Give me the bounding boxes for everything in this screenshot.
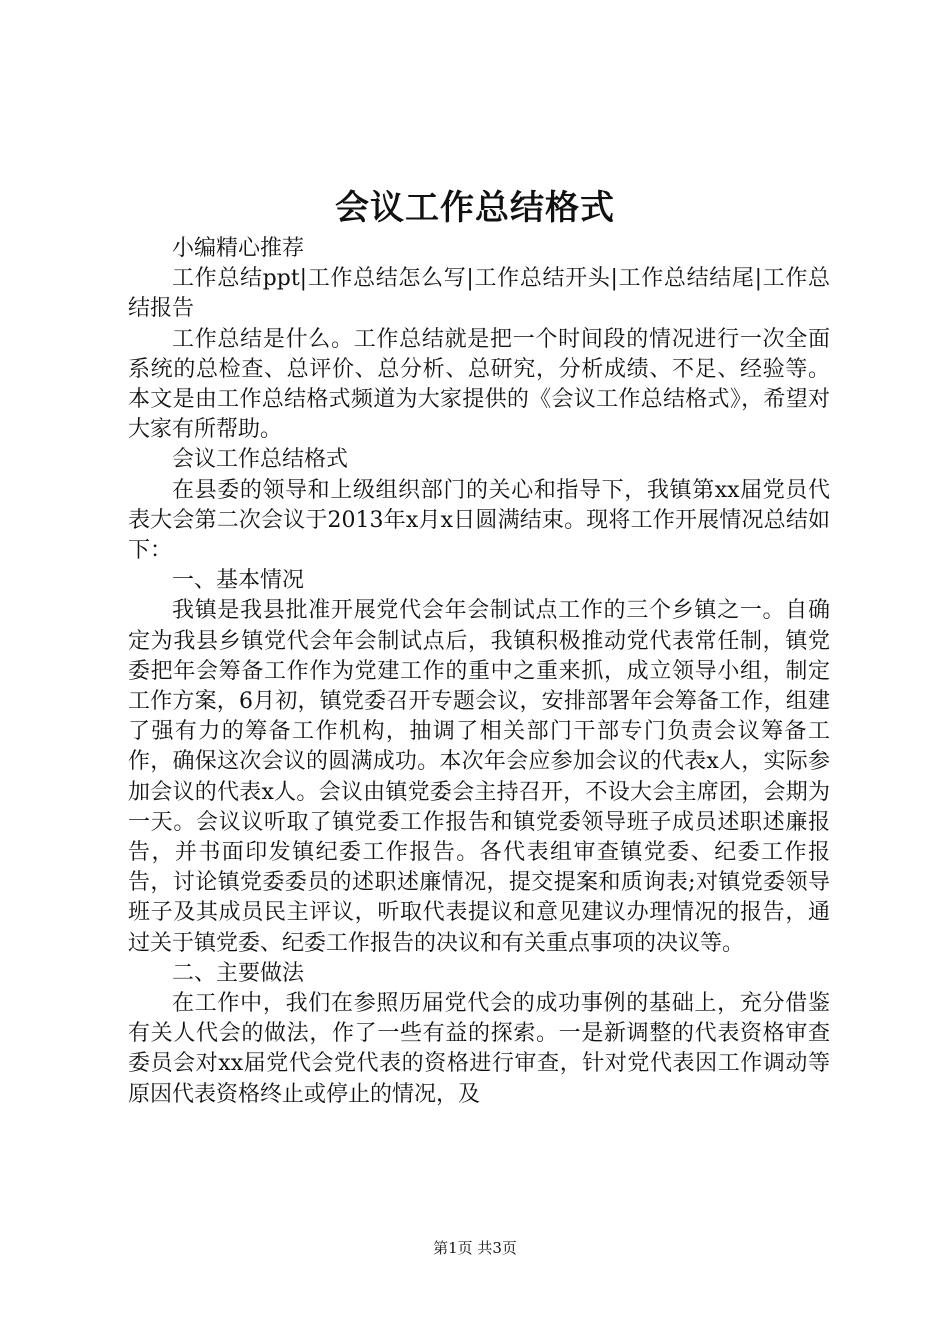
body-paragraph: 我镇是我县批准开展党代会年会制试点工作的三个乡镇之一。自确定为我县乡镇党代会年会制试点后，我镇积极推动党代表常任制，镇党委把年会筹备工作作为党建工作的重中之重来抓，成立领导小组，制定工作方案，6月初，镇党委召开专题会议，安排部署年会筹备工作，组建了强有力的筹备工作机构，抽调了相关部门干部专门负责会议筹备工作，确保这次会议的圆满成功。本次年会应参加会议的代表x人，实际参加会议的代表x人。会议由镇党委会主持召开，不设大会主席团，会期为一天。会议议听取了镇党委工作报告和镇党委领导班子成员述职述廉报告，并书面印发镇纪委工作报告。各代表组审查镇党委、纪委工作报告，讨论镇党委委员的述职述廉情况，提交提案和质询表;对镇党委领导班子及其成员民主评议，听取代表提议和意见建议办理情况的报告，通过关于镇党委、纪委工作报告的决议和有关重点事项的决议等。 <box>128 598 830 956</box>
body-paragraph: 小编精心推荐 <box>172 236 305 261</box>
body-paragraph: 工作总结ppt|工作总结怎么写|工作总结开头|工作总结结尾|工作总结报告 <box>128 266 830 322</box>
section-heading: 二、主要做法 <box>172 960 305 986</box>
document-title: 会议工作总结格式 <box>335 188 615 228</box>
section-subtitle: 会议工作总结格式 <box>172 447 349 473</box>
page-footer: 第1页 共3页 <box>433 1239 517 1257</box>
document-body <box>128 234 830 1110</box>
body-paragraph: 在县委的领导和上级组织部门的关心和指导下，我镇第xx届党员代表大会第二次会议于2013年x月x日圆满结束。现将工作开展情况总结如下： <box>128 477 830 564</box>
body-paragraph: 在工作中，我们在参照历届党代会的成功事例的基础上，充分借鉴有关人代会的做法，作了一些有益的探索。一是新调整的代表资格审查委员会对xx届党代会党代表的资格进行审查，针对党代表因工作调动等原因代表资格终止或停止的情况，及 <box>128 991 830 1107</box>
section-heading: 一、基本情况 <box>172 568 305 594</box>
body-paragraph: 工作总结是什么。工作总结就是把一个时间段的情况进行一次全面系统的总检查、总评价、总分析、总研究，分析成绩、不足、经验等。本文是由工作总结格式频道为大家提供的《会议工作总结格式》，希望对大家有所帮助。 <box>128 326 830 443</box>
